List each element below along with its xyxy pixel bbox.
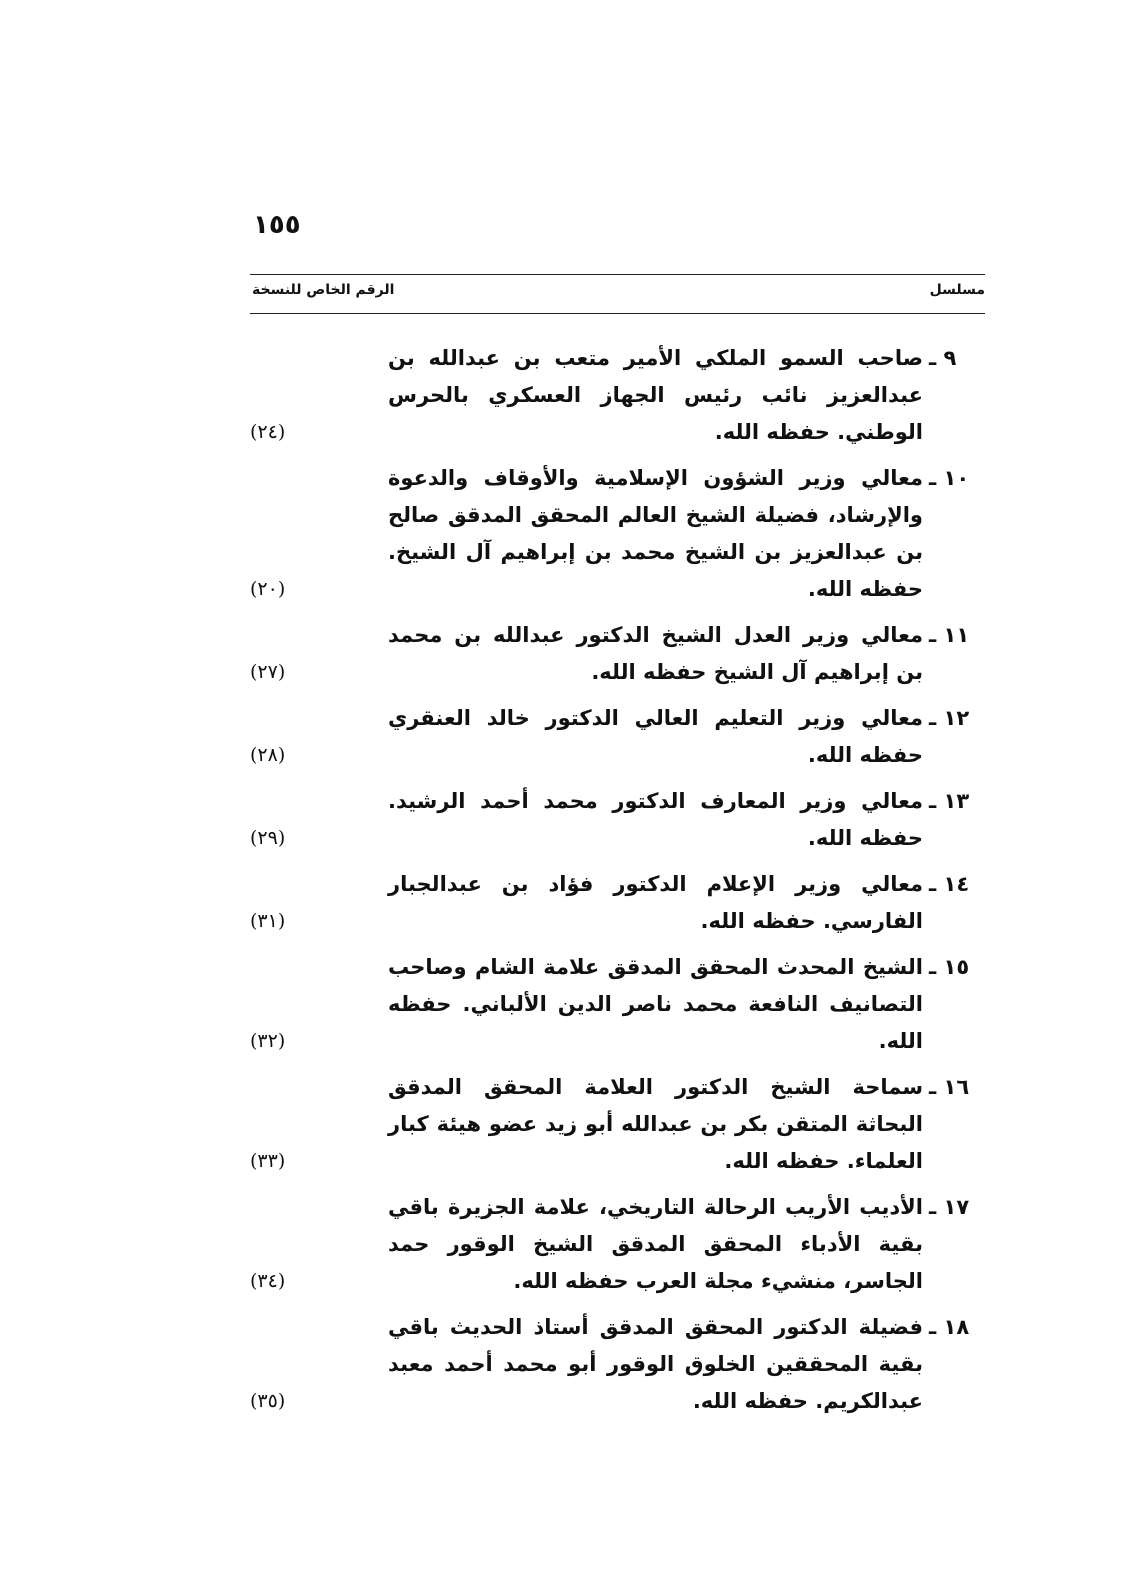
- entry-serial: ١٨ ـ: [929, 1315, 970, 1339]
- entry-serial: ١٦ ـ: [929, 1075, 970, 1099]
- entry-copy-number: (٣٥): [250, 1390, 286, 1412]
- entry-text: معالي وزير الشؤون الإسلامية والأوقاف والدعوة والإرشاد، فضيلة الشيخ العالم المحقق المدقق صالح بن عبدالعزيز بن الشيخ محمد بن إبراهيم آل الشيخ. حفظه الله.: [388, 466, 923, 601]
- page-number: ١٥٥: [253, 210, 301, 240]
- entry-serial: ١٣ ـ: [929, 789, 970, 813]
- entry-copy-number: (٢٩): [250, 827, 286, 849]
- entry-copy-number: (٣١): [250, 910, 286, 932]
- list-item: [250, 700, 985, 774]
- list-item: [250, 617, 985, 691]
- entry-serial: ١٥ ـ: [929, 955, 970, 979]
- header-top-rule: [250, 274, 985, 275]
- list-item: [250, 949, 985, 1060]
- entry-copy-number: (٣٢): [250, 1030, 286, 1052]
- entry-copy-number: (٢٠): [250, 578, 286, 600]
- entry-copy-number: (٢٤): [250, 421, 286, 443]
- entry-text: معالي وزير الإعلام الدكتور فؤاد بن عبدالجبار الفارسي. حفظه الله.: [388, 872, 923, 933]
- list-item: [250, 340, 985, 451]
- entry-copy-number: (٣٤): [250, 1270, 286, 1292]
- copy-number-column-header: الرقم الخاص للنسخة: [252, 282, 395, 298]
- list-item: [250, 460, 985, 608]
- list-item: [250, 866, 985, 940]
- entry-serial: ١٢ ـ: [929, 706, 970, 730]
- header-bottom-rule: [250, 313, 985, 314]
- entry-text: معالي وزير المعارف الدكتور محمد أحمد الرشيد. حفظه الله.: [388, 789, 923, 850]
- entry-text: الشيخ المحدث المحقق المدقق علامة الشام وصاحب التصانيف النافعة محمد ناصر الدين الألباني. حفظه الله.: [388, 955, 923, 1053]
- serial-column-header: مسلسل: [929, 282, 985, 298]
- entry-copy-number: (٢٨): [250, 744, 286, 766]
- entry-text: الأديب الأريب الرحالة التاريخي، علامة الجزيرة باقي بقية الأدباء المحقق المدقق الشيخ الوقور حمد الجاسر، منشيء مجلة العرب حفظه الله.: [388, 1195, 923, 1293]
- entry-text: معالي وزير التعليم العالي الدكتور خالد العنقري حفظه الله.: [388, 706, 923, 767]
- list-item: [250, 1189, 985, 1300]
- entry-copy-number: (٢٧): [250, 661, 286, 683]
- entry-copy-number: (٣٣): [250, 1150, 286, 1172]
- list-item: [250, 783, 985, 857]
- entry-serial: ١١ ـ: [929, 623, 970, 647]
- entries-list: [250, 340, 985, 1420]
- entry-serial: ١٤ ـ: [929, 872, 970, 896]
- entry-text: فضيلة الدكتور المحقق المدقق أستاذ الحديث باقي بقية المحققين الخلوق الوقور أبو محمد أحمد معبد عبدالكريم. حفظه الله.: [388, 1315, 923, 1413]
- entry-serial: ١٧ ـ: [929, 1195, 970, 1219]
- entry-serial: ١٠ ـ: [929, 466, 970, 490]
- list-item: [250, 1069, 985, 1180]
- entry-serial: ٩ ـ: [929, 346, 957, 370]
- list-item: [250, 1309, 985, 1420]
- entry-text: سماحة الشيخ الدكتور العلامة المحقق المدقق البحاثة المتقن بكر بن عبدالله أبو زيد عضو هيئة كبار العلماء. حفظه الله.: [388, 1075, 923, 1173]
- entry-text: صاحب السمو الملكي الأمير متعب بن عبدالله بن عبدالعزيز نائب رئيس الجهاز العسكري بالحرس الوطني. حفظه الله.: [388, 346, 923, 444]
- entry-text: معالي وزير العدل الشيخ الدكتور عبدالله بن محمد بن إبراهيم آل الشيخ حفظه الله.: [388, 623, 923, 684]
